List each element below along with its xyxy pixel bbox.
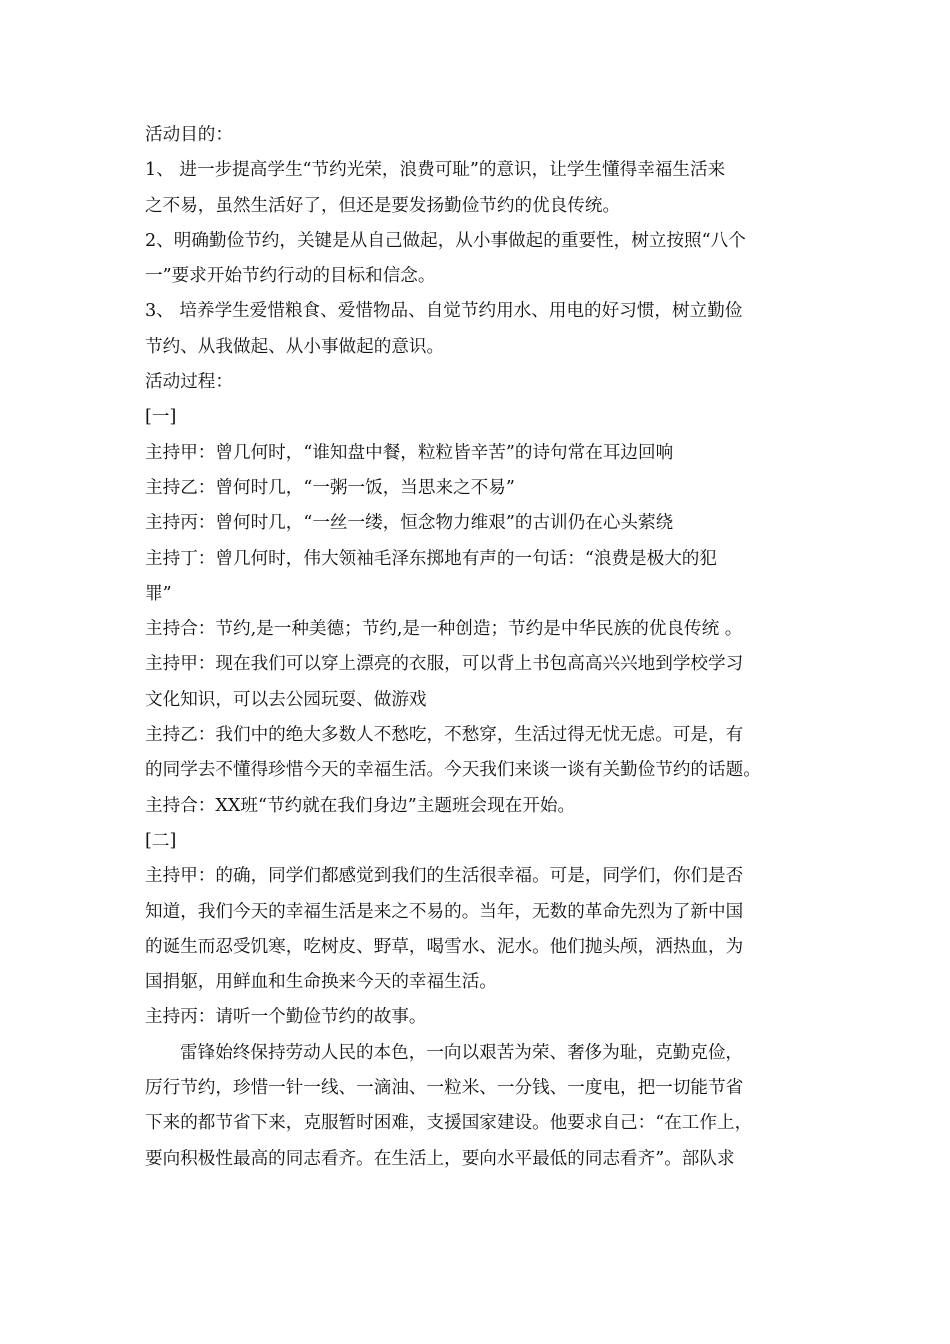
paragraph-line: 主持乙：我们中的绝大多数人不愁吃，不愁穿，生活过得无忧无虑。可是，有 bbox=[145, 725, 744, 746]
paragraph-line: 主持丙：曾何时几，“一丝一缕，恒念物力维艰”的古训仍在心头萦绕 bbox=[145, 513, 674, 534]
paragraph-line: 下来的都节省下来，克服暂时困难，支援国家建设。他要求自己：“在工作上， bbox=[145, 1113, 753, 1134]
paragraph-line: 主持合：XX班“节约就在我们身边”主题班会现在开始。 bbox=[145, 795, 576, 816]
paragraph-line: 国捐躯，用鲜血和生命换来今天的幸福生活。 bbox=[145, 972, 497, 993]
paragraph-line: 主持丙：请听一个勤俭节约的故事。 bbox=[145, 1007, 427, 1028]
section-marker: [二] bbox=[145, 830, 177, 851]
paragraph-line: 主持合：节约,是一种美德；节约,是一种创造；节约是中华民族的优良传统 。 bbox=[145, 619, 743, 640]
paragraph-line: 的诞生而忍受饥寒，吃树皮、野草，喝雪水、泥水。他们抛头颅，洒热血，为 bbox=[145, 936, 744, 957]
paragraph-line: 的同学去不懂得珍惜今天的幸福生活。今天我们来谈一谈有关勤俭节约的话题。 bbox=[145, 760, 761, 781]
paragraph-line: 主持甲：的确，同学们都感觉到我们的生活很幸福。可是，同学们，你们是否 bbox=[145, 866, 744, 887]
section-marker: [一] bbox=[145, 407, 177, 428]
paragraph-line: 要向积极性最高的同志看齐。在生活上，要向水平最低的同志看齐”。部队求 bbox=[145, 1148, 735, 1169]
paragraph-line: 文化知识，可以去公园玩耍、做游戏 bbox=[145, 689, 427, 710]
paragraph-line: 2、明确勤俭节约，关键是从自己做起，从小事做起的重要性，树立按照“八个 bbox=[145, 230, 746, 251]
paragraph-line: 节约、从我做起、从小事做起的意识。 bbox=[145, 336, 445, 357]
document-page bbox=[145, 118, 810, 1177]
paragraph-line: 主持丁：曾几何时，伟大领袖毛泽东掷地有声的一句话：“浪费是极大的犯 bbox=[145, 548, 717, 569]
paragraph-line: 主持乙：曾何时几，“一粥一饭，当思来之不易” bbox=[145, 477, 515, 498]
paragraph-line: 一”要求开始节约行动的目标和信念。 bbox=[145, 266, 436, 287]
paragraph-line: 主持甲：曾几何时，“谁知盘中餐，粒粒皆辛苦”的诗句常在耳边回响 bbox=[145, 442, 674, 463]
section-heading: 活动目的： bbox=[145, 125, 233, 145]
paragraph-line: 3、 培养学生爱惜粮食、爱惜物品、自觉节约用水、用电的好习惯，树立勤俭 bbox=[145, 301, 743, 322]
paragraph-line: 之不易，虽然生活好了，但还是要发扬勤俭节约的优良传统。 bbox=[145, 195, 621, 216]
paragraph-line: 1、 进一步提高学生“节约光荣，浪费可耻”的意识，让学生懂得幸福生活来 bbox=[145, 160, 726, 181]
paragraph-line: 知道，我们今天的幸福生活是来之不易的。当年，无数的革命先烈为了新中国 bbox=[145, 901, 744, 922]
paragraph-line: 主持甲：现在我们可以穿上漂亮的衣服，可以背上书包高高兴兴地到学校学习 bbox=[145, 654, 744, 675]
story-paragraph-first-line: 雷锋始终保持劳动人民的本色，一向以艰苦为荣、奢侈为耻，克勤克俭， bbox=[180, 1042, 744, 1063]
paragraph-line: 罪” bbox=[145, 583, 172, 604]
section-heading: 活动过程： bbox=[145, 372, 233, 393]
paragraph-line: 厉行节约，珍惜一针一线、一滴油、一粒米、一分钱、一度电，把一切能节省 bbox=[145, 1078, 744, 1099]
